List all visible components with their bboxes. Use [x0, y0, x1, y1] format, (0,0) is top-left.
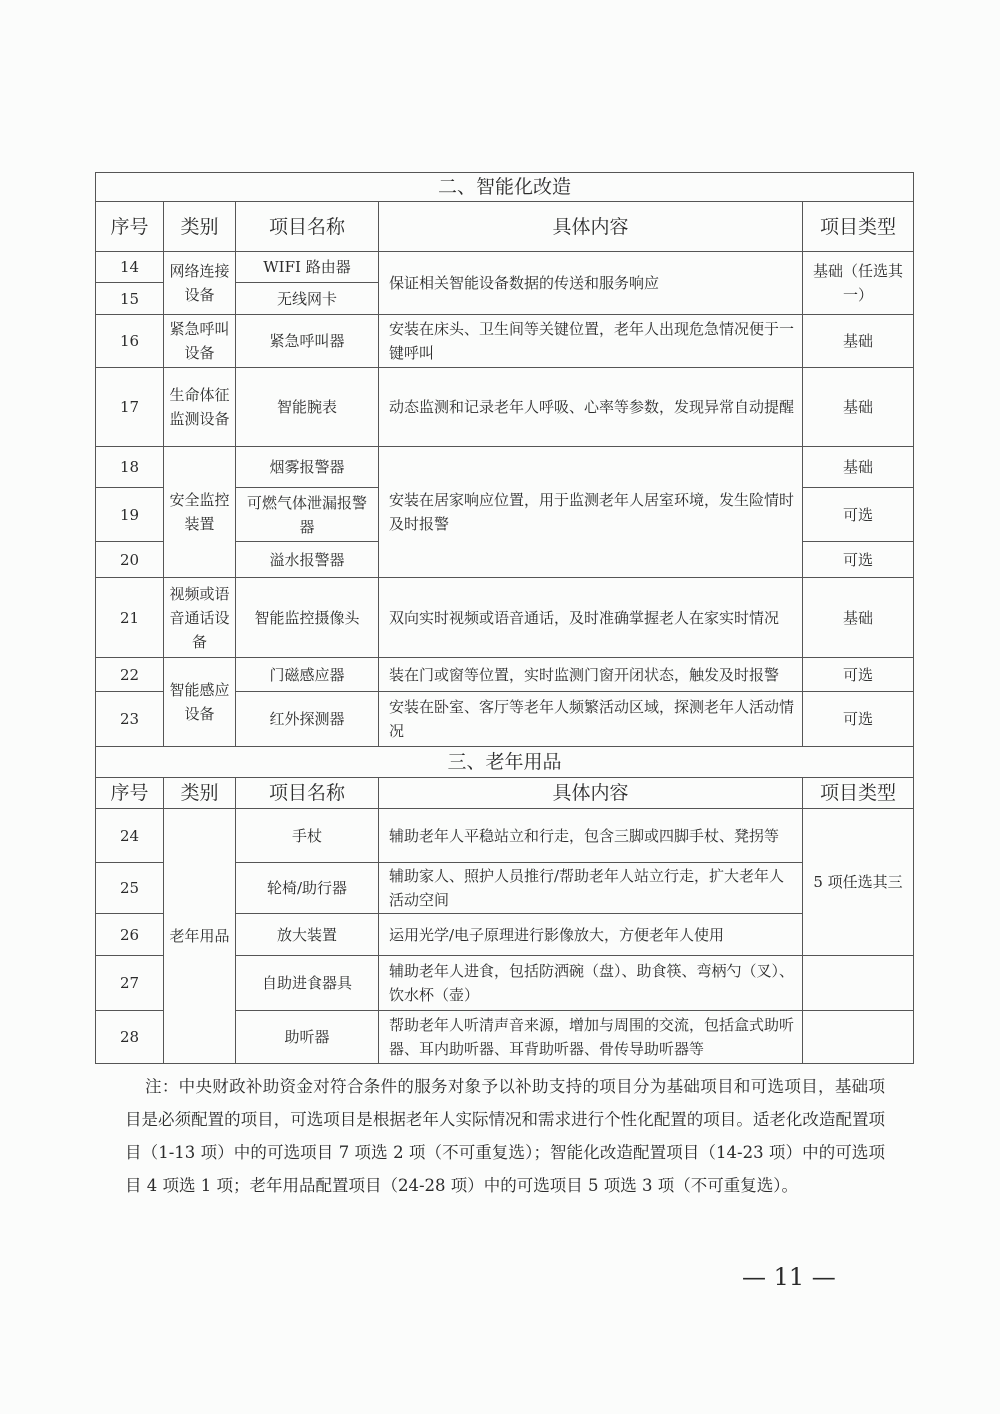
- row-no: 21: [96, 578, 164, 658]
- row-type: 可选: [803, 542, 914, 578]
- row-type: 基础: [803, 315, 914, 368]
- row-name: 门磁感应器: [236, 658, 379, 692]
- row-name: 可燃气体泄漏报警器: [236, 488, 379, 542]
- row-no: 24: [96, 809, 164, 863]
- page-number: — 11 —: [742, 1263, 836, 1291]
- table-row: [96, 252, 914, 283]
- row-type-empty: [803, 956, 914, 1011]
- row-type: 基础: [803, 447, 914, 488]
- row-content: 运用光学/电子原理进行影像放大，方便老年人使用: [379, 914, 803, 956]
- row-no: 17: [96, 368, 164, 447]
- header-content: 具体内容: [379, 202, 803, 252]
- table-row: [96, 315, 914, 368]
- row-name: 紧急呼叫器: [236, 315, 379, 368]
- row-category: 生命体征监测设备: [164, 368, 236, 447]
- header-no: 序号: [96, 778, 164, 809]
- section-title: 三、老年用品: [96, 747, 914, 778]
- row-no: 14: [96, 252, 164, 283]
- row-category: 紧急呼叫设备: [164, 315, 236, 368]
- table-row: [96, 809, 914, 863]
- row-no: 18: [96, 447, 164, 488]
- table-row: [96, 368, 914, 447]
- row-no: 22: [96, 658, 164, 692]
- row-category: 网络连接设备: [164, 252, 236, 315]
- row-content: 辅助老年人进食，包括防洒碗（盘）、助食筷、弯柄勺（叉）、饮水杯（壶）: [379, 956, 803, 1011]
- table-row: [96, 658, 914, 692]
- row-content: 保证相关智能设备数据的传送和服务响应: [379, 252, 803, 315]
- row-name: 手杖: [236, 809, 379, 863]
- row-no: 19: [96, 488, 164, 542]
- row-category: 安全监控装置: [164, 447, 236, 578]
- row-name: 智能监控摄像头: [236, 578, 379, 658]
- section-title: 二、智能化改造: [96, 173, 914, 202]
- header-name: 项目名称: [236, 202, 379, 252]
- header-no: 序号: [96, 202, 164, 252]
- row-content: 装在门或窗等位置，实时监测门窗开闭状态，触发及时报警: [379, 658, 803, 692]
- table-row: [96, 447, 914, 488]
- row-name: 烟雾报警器: [236, 447, 379, 488]
- header-content: 具体内容: [379, 778, 803, 809]
- footnote: 注：中央财政补助资金对符合条件的服务对象予以补助支持的项目分为基础项目和可选项目，基础项目是必须配置的项目，可选项目是根据老年人实际情况和需求进行个性化配置的项目。适老化改造配置项目（1-13 项）中的可选项目 7 项选 2 项（不可重复选）；智能化改造配置项目（14-23 项）中的可选项目 4 项选 1 项；老年用品配置项目（24-28 项）中的可选项目 5 项选 3 项（不可重复选）。: [125, 1077, 885, 1195]
- row-content: 辅助家人、照护人员推行/帮助老年人站立行走，扩大老年人活动空间: [379, 863, 803, 914]
- header-type: 项目类型: [803, 202, 914, 252]
- row-name: 自助进食器具: [236, 956, 379, 1011]
- row-name: 溢水报警器: [236, 542, 379, 578]
- row-content: 辅助老年人平稳站立和行走，包含三脚或四脚手杖、凳拐等: [379, 809, 803, 863]
- row-no: 26: [96, 914, 164, 956]
- row-name: 助听器: [236, 1011, 379, 1064]
- row-no: 23: [96, 692, 164, 747]
- row-name: 智能腕表: [236, 368, 379, 447]
- row-name: 红外探测器: [236, 692, 379, 747]
- row-no: 15: [96, 283, 164, 315]
- header-type: 项目类型: [803, 778, 914, 809]
- header-category: 类别: [164, 202, 236, 252]
- row-no: 16: [96, 315, 164, 368]
- row-name: WIFI 路由器: [236, 252, 379, 283]
- row-type: 基础: [803, 578, 914, 658]
- row-no: 20: [96, 542, 164, 578]
- row-type: 可选: [803, 692, 914, 747]
- row-type: 可选: [803, 488, 914, 542]
- row-content: 帮助老年人听清声音来源，增加与周围的交流，包括盒式助听器、耳内助听器、耳背助听器、骨传导助听器等: [379, 1011, 803, 1064]
- row-type-empty: [803, 1011, 914, 1064]
- row-content: 双向实时视频或语音通话，及时准确掌握老人在家实时情况: [379, 578, 803, 658]
- row-type: 5 项任选其三: [803, 809, 914, 956]
- table-row: [96, 578, 914, 658]
- row-content: 安装在床头、卫生间等关键位置，老年人出现危急情况便于一键呼叫: [379, 315, 803, 368]
- row-category: 老年用品: [164, 809, 236, 1064]
- row-no: 27: [96, 956, 164, 1011]
- header-name: 项目名称: [236, 778, 379, 809]
- row-type: 可选: [803, 658, 914, 692]
- row-name: 无线网卡: [236, 283, 379, 315]
- row-content: 安装在卧室、客厅等老年人频繁活动区域，探测老年人活动情况: [379, 692, 803, 747]
- row-type: 基础: [803, 368, 914, 447]
- header-category: 类别: [164, 778, 236, 809]
- row-content: 动态监测和记录老年人呼吸、心率等参数，发现异常自动提醒: [379, 368, 803, 447]
- subsidy-items-table: [95, 172, 914, 1064]
- row-no: 25: [96, 863, 164, 914]
- row-no: 28: [96, 1011, 164, 1064]
- row-name: 轮椅/助行器: [236, 863, 379, 914]
- row-name: 放大装置: [236, 914, 379, 956]
- row-category: 视频或语音通话设备: [164, 578, 236, 658]
- row-category: 智能感应设备: [164, 658, 236, 747]
- row-content: 安装在居家响应位置，用于监测老年人居室环境，发生险情时及时报警: [379, 447, 803, 578]
- row-type: 基础（任选其一）: [803, 252, 914, 315]
